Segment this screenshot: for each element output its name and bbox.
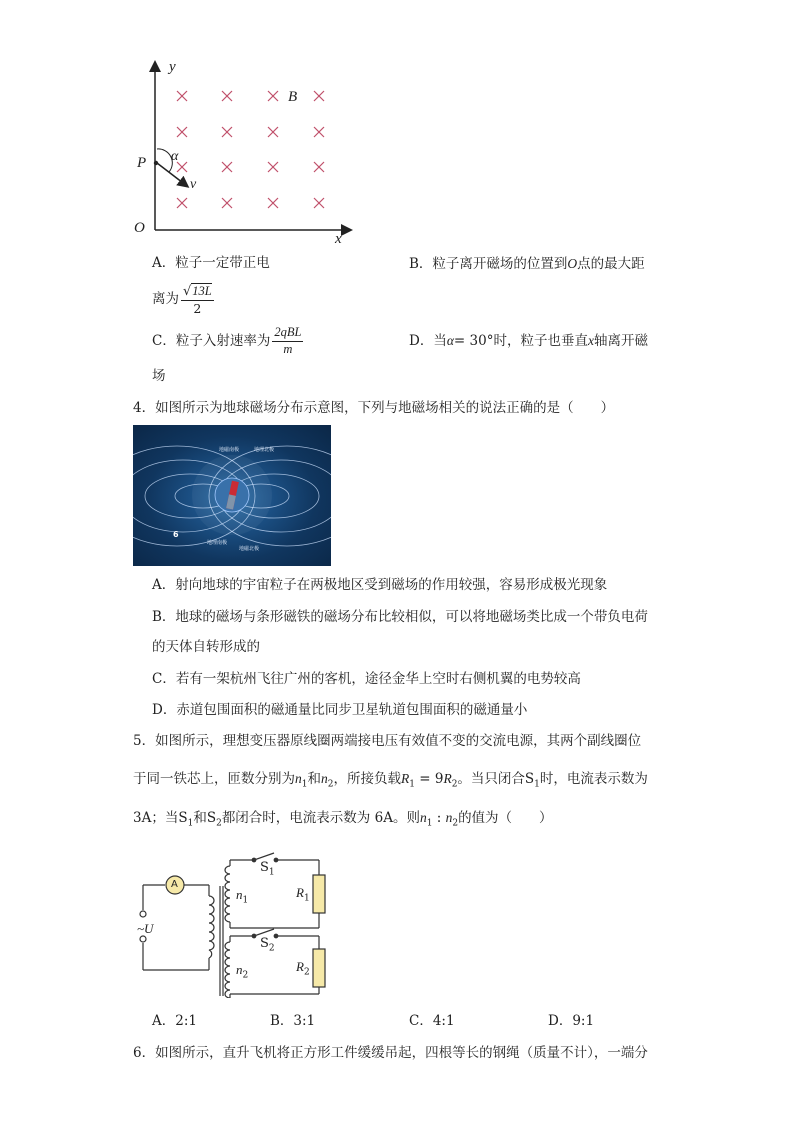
q4-option-c: C．若有一架杭州飞往广州的客机，途径金华上空时右侧机翼的电势较高 — [152, 671, 581, 687]
q3-option-b-line2: 离为 $\frac{√13L}{2}$ — [152, 284, 212, 317]
fraction-sqrt13L-over-2: $\frac{√13L}{2}$ — [183, 284, 212, 317]
q3-option-d-line1: D．当α= 30°时，粒子也垂直x轴离开磁 — [409, 333, 648, 349]
ammeter-label: A — [171, 879, 178, 890]
q3-option-d-line2: 场 — [152, 368, 166, 384]
label-geographic-north: 地理北极 — [254, 447, 275, 453]
q5-option-a: A．2:1 — [152, 1013, 197, 1029]
q5-option-b: B．3:1 — [270, 1013, 316, 1029]
earth-magnetic-field-image — [133, 425, 331, 566]
point-p-label: P — [137, 155, 147, 171]
resistor-r2-label: $R_2$ — [296, 959, 310, 978]
q4-stem: 4．如图所示为地球磁场分布示意图，下列与地磁场相关的说法正确的是（ ） — [133, 400, 615, 416]
field-cross — [222, 91, 232, 101]
label-geographic-south: 地理南极 — [207, 540, 228, 546]
q5-option-d: D．9:1 — [548, 1013, 595, 1029]
source-label: ~U — [137, 921, 154, 936]
q4-option-d: D．赤道包围面积的磁通量比同步卫星轨道包围面积的磁通量小 — [152, 702, 528, 718]
q5-stem-line3: 3A；当$S_1$和$S_2$都闭合时，电流表示数为 6A。则$n_1$ : $n_2$的值为（ ） — [133, 810, 553, 829]
field-cross — [177, 91, 187, 101]
field-cross — [177, 127, 187, 137]
q5-stem-line1: 5．如图所示，理想变压器原线圈两端接电压有效值不变的交流电源，其两个副线圈位 — [133, 733, 642, 749]
field-cross — [177, 162, 187, 172]
field-cross — [268, 127, 278, 137]
fraction-2qBL-over-m: $\frac{\text{2qBL}}{m}$ — [274, 325, 302, 356]
image-corner-number: 6 — [173, 530, 179, 539]
axis-y-label: y — [169, 59, 176, 75]
q4-option-b-line1: B．地球的磁场与条形磁铁的磁场分布比较相似，可以将地磁场类比成一个带负电荷 — [152, 609, 648, 625]
q5-option-c: C．4:1 — [409, 1013, 455, 1029]
axis-x-label: x — [335, 231, 342, 247]
velocity-label: v — [190, 177, 197, 192]
field-crosses — [177, 91, 324, 208]
field-cross — [314, 127, 324, 137]
field-cross — [222, 198, 232, 208]
switch-s1-label: $S_1$ — [260, 860, 275, 878]
field-b-label: B — [288, 89, 298, 105]
magnetic-field-diagram — [125, 55, 365, 250]
origin-label: O — [134, 220, 145, 236]
q4-option-b-line2: 的天体自转形成的 — [152, 639, 260, 655]
q3-option-a: A．粒子一定带正电 — [152, 255, 270, 271]
angle-alpha-label: α — [171, 149, 179, 164]
label-geomagnetic-south: 地磁南极 — [219, 447, 240, 453]
q4-option-a: A．射向地球的宇宙粒子在两极地区受到磁场的作用较强，容易形成极光现象 — [152, 577, 608, 593]
field-cross — [314, 91, 324, 101]
field-cross — [268, 198, 278, 208]
q6-stem-line1: 6．如图所示，直升飞机将正方形工件缓缓吊起，四根等长的钢绳（质量不计），一端分 — [133, 1045, 648, 1061]
q3-option-b-line1: B．粒子离开磁场的位置到O点的最大距 — [409, 256, 645, 272]
resistor-r1-label: $R_1$ — [296, 885, 310, 904]
q3-option-c: C．粒子入射速率为 $\frac{\text{2qBL}}{m}$ — [152, 325, 302, 356]
field-cross — [222, 127, 232, 137]
coil-n2-label: $n_2$ — [236, 962, 249, 981]
field-cross — [268, 162, 278, 172]
field-cross — [314, 198, 324, 208]
label-geomagnetic-north: 地磁北极 — [239, 546, 260, 552]
switch-s2-label: $S_2$ — [260, 936, 275, 954]
coil-n1-label: $n_1$ — [236, 887, 249, 906]
field-cross — [268, 91, 278, 101]
field-cross — [177, 198, 187, 208]
q5-stem-line2: 于同一铁芯上，匝数分别为$n_1$和$n_2$，所接负载$R_1 = 9R_2$。当只闭合$S_1$时，电流表示数为 — [133, 771, 648, 790]
field-cross — [314, 162, 324, 172]
field-cross — [222, 162, 232, 172]
